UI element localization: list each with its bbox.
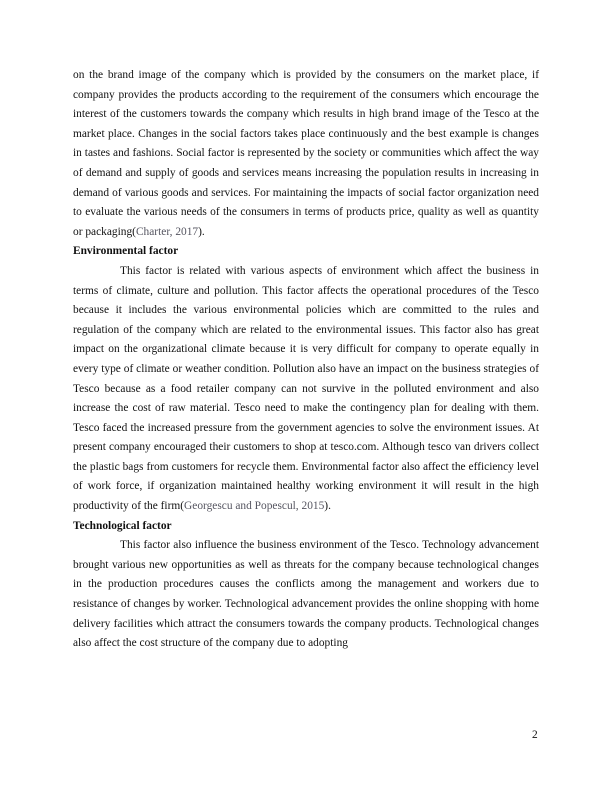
citation-georgescu-popescul-2015: Georgescu and Popescul, 2015: [184, 500, 325, 513]
paragraph-technological-factor: This factor also influence the business environment of the Tesco. Technology advancement brought various new opportunities as well as threats for the company because technological changes in the production procedures causes the conflicts among the management and workers due to resistance of changes by worker. Technological advancement provides the online shopping with home delivery facilities which attract the consumers towards the company products. Technological changes also affect the cost structure of the company due to adopting: [73, 539, 539, 650]
heading-technological-factor: Technological factor: [73, 519, 172, 532]
document-page: [73, 66, 539, 654]
citation-charter-2017: Charter, 2017: [135, 225, 199, 238]
paragraph-environmental-factor: [73, 262, 539, 517]
paragraph-end: ).: [198, 225, 205, 238]
paragraph-text: on the brand image of the company which is provided by the consumers on the market place, if company provides the products according to the requirement of the consumers which encourage the interest of the customers towards the company which results in high brand image of the Tesco at the market place. Changes in the social factors takes place continuously and the best example is changes in tastes and fashions. Social factor is represented by the society or communities which affect the way of demand and supply of goods and services means increasing the population results in increasing in demand of various goods and services. For maintaining the impacts of social factor organization need to evaluate the various needs of the consumers in terms of products price, quality as well as quantity or packaging(: [73, 69, 539, 238]
paragraph-text: This factor is related with various aspects of environment which affect the business in terms of climate, culture and pollution. This factor affects the operational procedures of the Tesco because it includes the various environmental policies which are committed to the rules and regulation of the company which are related to the environmental issues. This factor also has great impact on the organizational climate because it is very difficult for company to operate equally in every type of climate or weather condition. Pollution also have an impact on the business strategies of Tesco because as a food retailer company can not survive in the polluted environment and also increase the cost of raw material. Tesco need to make the contingency plan for dealing with them. Tesco faced the increased pressure from the government agencies to solve the environment issues. At present company encouraged their customers to shop at tesco.com. Although tesco van drivers collect the plastic bags from customers for recycle them. Environmental factor also affect the efficiency level of work force, if organization maintained healthy working environment it will result in the high productivity of the firm(: [73, 264, 539, 513]
paragraph-social-factor-continued: [73, 66, 539, 242]
paragraph-end: ).: [324, 500, 331, 513]
heading-environmental-factor: Environmental factor: [73, 245, 179, 258]
page-number: 2: [532, 729, 538, 741]
